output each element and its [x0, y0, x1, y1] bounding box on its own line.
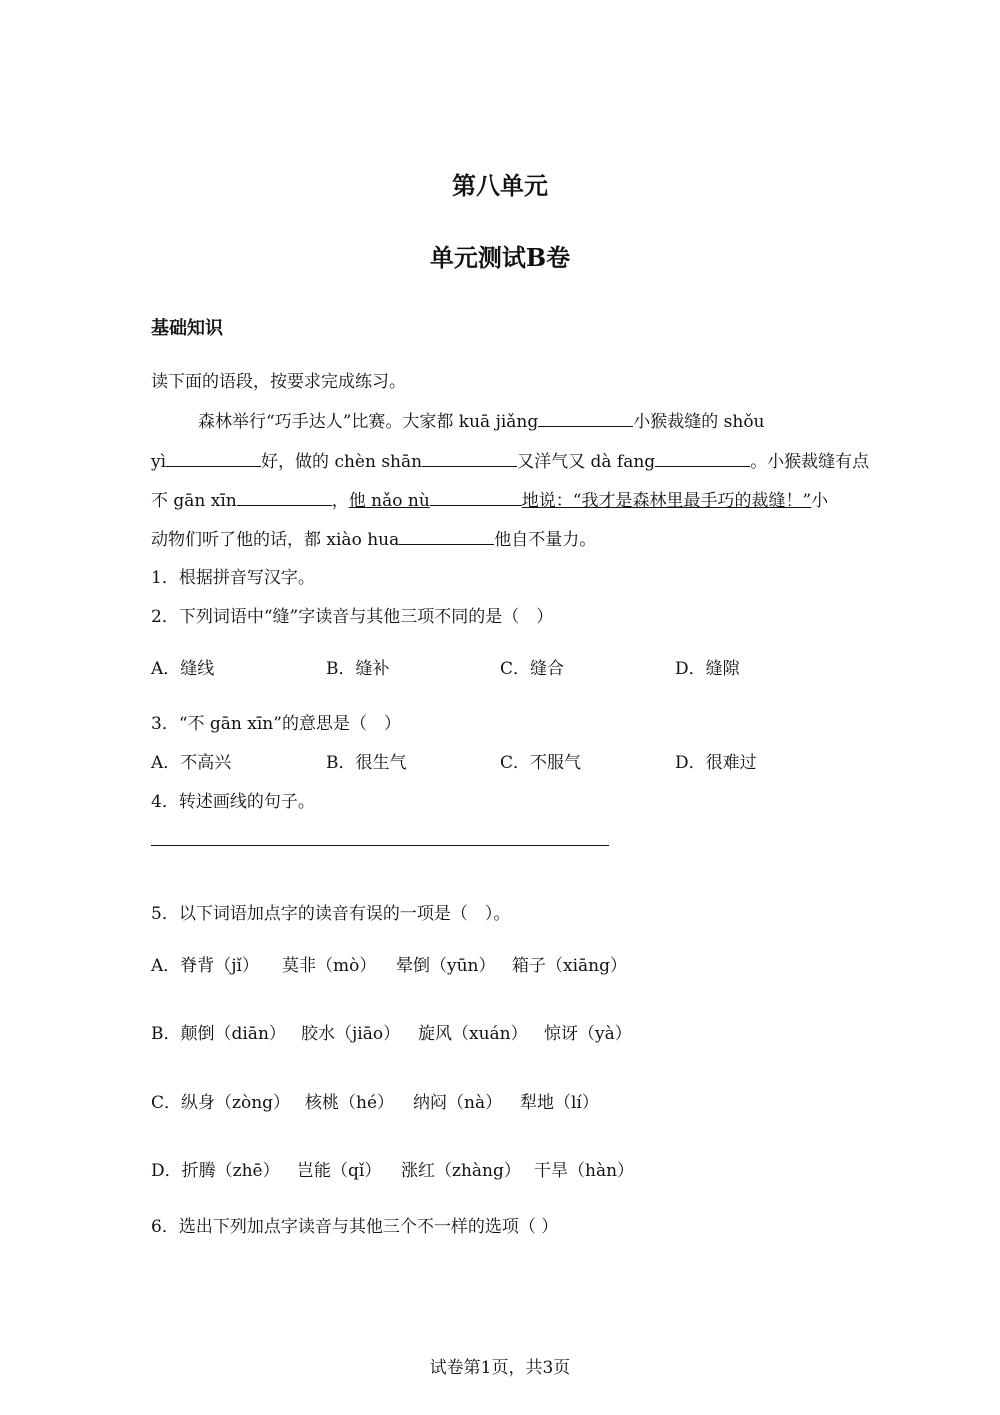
page-footer: 试卷第1页，共3页 — [429, 1358, 571, 1378]
q3-option-c[interactable]: C．不服气 — [500, 753, 582, 773]
test-title: 单元测试B卷 — [429, 243, 571, 272]
q5-option-b-word: 惊讶（yà） — [544, 1024, 632, 1044]
q5-option-a-word: 晕倒（yūn） — [396, 956, 496, 976]
q2-option-a[interactable]: A．缝线 — [151, 659, 215, 679]
instruction-text: 读下面的语段，按要求完成练习。 — [151, 372, 406, 392]
passage-text: ， — [331, 491, 349, 511]
passage-text: 。小猴裁缝有点 — [750, 452, 870, 472]
unit-title: 第八单元 — [452, 171, 548, 200]
passage-text: yì — [151, 452, 167, 472]
passage-text: 动物们听了他的话，都 xiào hua — [151, 530, 400, 550]
q2-option-b[interactable]: B．缝补 — [326, 659, 390, 679]
section-heading: 基础知识 — [151, 318, 223, 339]
underlined-text: 他 nǎo nù — [348, 491, 430, 511]
answer-blank[interactable] — [237, 488, 332, 506]
answer-blank[interactable] — [430, 488, 522, 506]
q5-option-d-word: 干旱（hàn） — [534, 1161, 635, 1181]
answer-blank[interactable] — [166, 449, 261, 467]
question-1: 1．根据拼音写汉字。 — [151, 568, 315, 588]
q5-option-a[interactable]: A．脊背（jǐ） — [151, 956, 259, 976]
q3-option-b[interactable]: B．很生气 — [326, 753, 407, 773]
answer-blank[interactable] — [422, 449, 517, 467]
underlined-sentence — [349, 491, 811, 511]
passage-line-3 — [151, 488, 828, 513]
answer-blank[interactable] — [399, 527, 494, 545]
passage-line-1 — [198, 409, 765, 434]
question-5: 5．以下词语加点字的读音有误的一项是（ ）。 — [151, 904, 511, 924]
q5-option-a-word: 箱子（xiāng） — [512, 956, 627, 976]
q5-option-c-word: 犁地（lí） — [520, 1093, 599, 1113]
question-3: 3．“不 gān xīn”的意思是（ ） — [151, 714, 401, 734]
passage-text: 他自不量力。 — [494, 530, 597, 550]
passage-text: 好，做的 chèn shān — [261, 452, 423, 472]
q5-option-d-word: 岂能（qǐ） — [297, 1161, 382, 1181]
q3-option-a[interactable]: A．不高兴 — [151, 753, 232, 773]
q5-option-c[interactable]: C．纵身（zòng） — [151, 1093, 291, 1113]
answer-line[interactable] — [151, 845, 609, 846]
passage-text: 小猴裁缝的 shǒu — [633, 412, 765, 432]
q2-option-c[interactable]: C．缝合 — [500, 659, 565, 679]
answer-blank[interactable] — [538, 409, 633, 427]
q2-option-d[interactable]: D．缝隙 — [675, 659, 740, 679]
q5-option-d[interactable]: D．折腾（zhē） — [151, 1161, 280, 1181]
q5-option-b-word: 胶水（jiāo） — [301, 1024, 401, 1044]
passage-line-4 — [151, 527, 596, 552]
passage-line-2 — [151, 449, 869, 474]
q5-option-d-word: 涨红（zhàng） — [401, 1161, 521, 1181]
question-2: 2．下列词语中“缝”字读音与其他三项不同的是（ ） — [151, 607, 554, 627]
q5-option-c-word: 纳闷（nà） — [413, 1093, 503, 1113]
answer-blank[interactable] — [655, 449, 750, 467]
passage-text: 小 — [811, 491, 829, 511]
passage-text: 又洋气又 dà fang — [517, 452, 656, 472]
passage-text: 森林举行“巧手达人”比赛。大家都 kuā jiǎng — [198, 412, 539, 432]
q5-option-a-word: 莫非（mò） — [282, 956, 377, 976]
question-4: 4．转述画线的句子。 — [151, 792, 315, 812]
q5-option-b-word: 旋风（xuán） — [418, 1024, 528, 1044]
question-6: 6．选出下列加点字读音与其他三个不一样的选项（ ） — [151, 1217, 559, 1237]
underlined-text: 地说：“我才是森林里最手巧的裁缝！” — [521, 491, 812, 511]
q3-option-d[interactable]: D．很难过 — [675, 753, 757, 773]
q5-option-c-word: 核桃（hé） — [305, 1093, 395, 1113]
passage-text: 不 gān xīn — [151, 491, 237, 511]
q5-option-b[interactable]: B．颠倒（diān） — [151, 1024, 286, 1044]
